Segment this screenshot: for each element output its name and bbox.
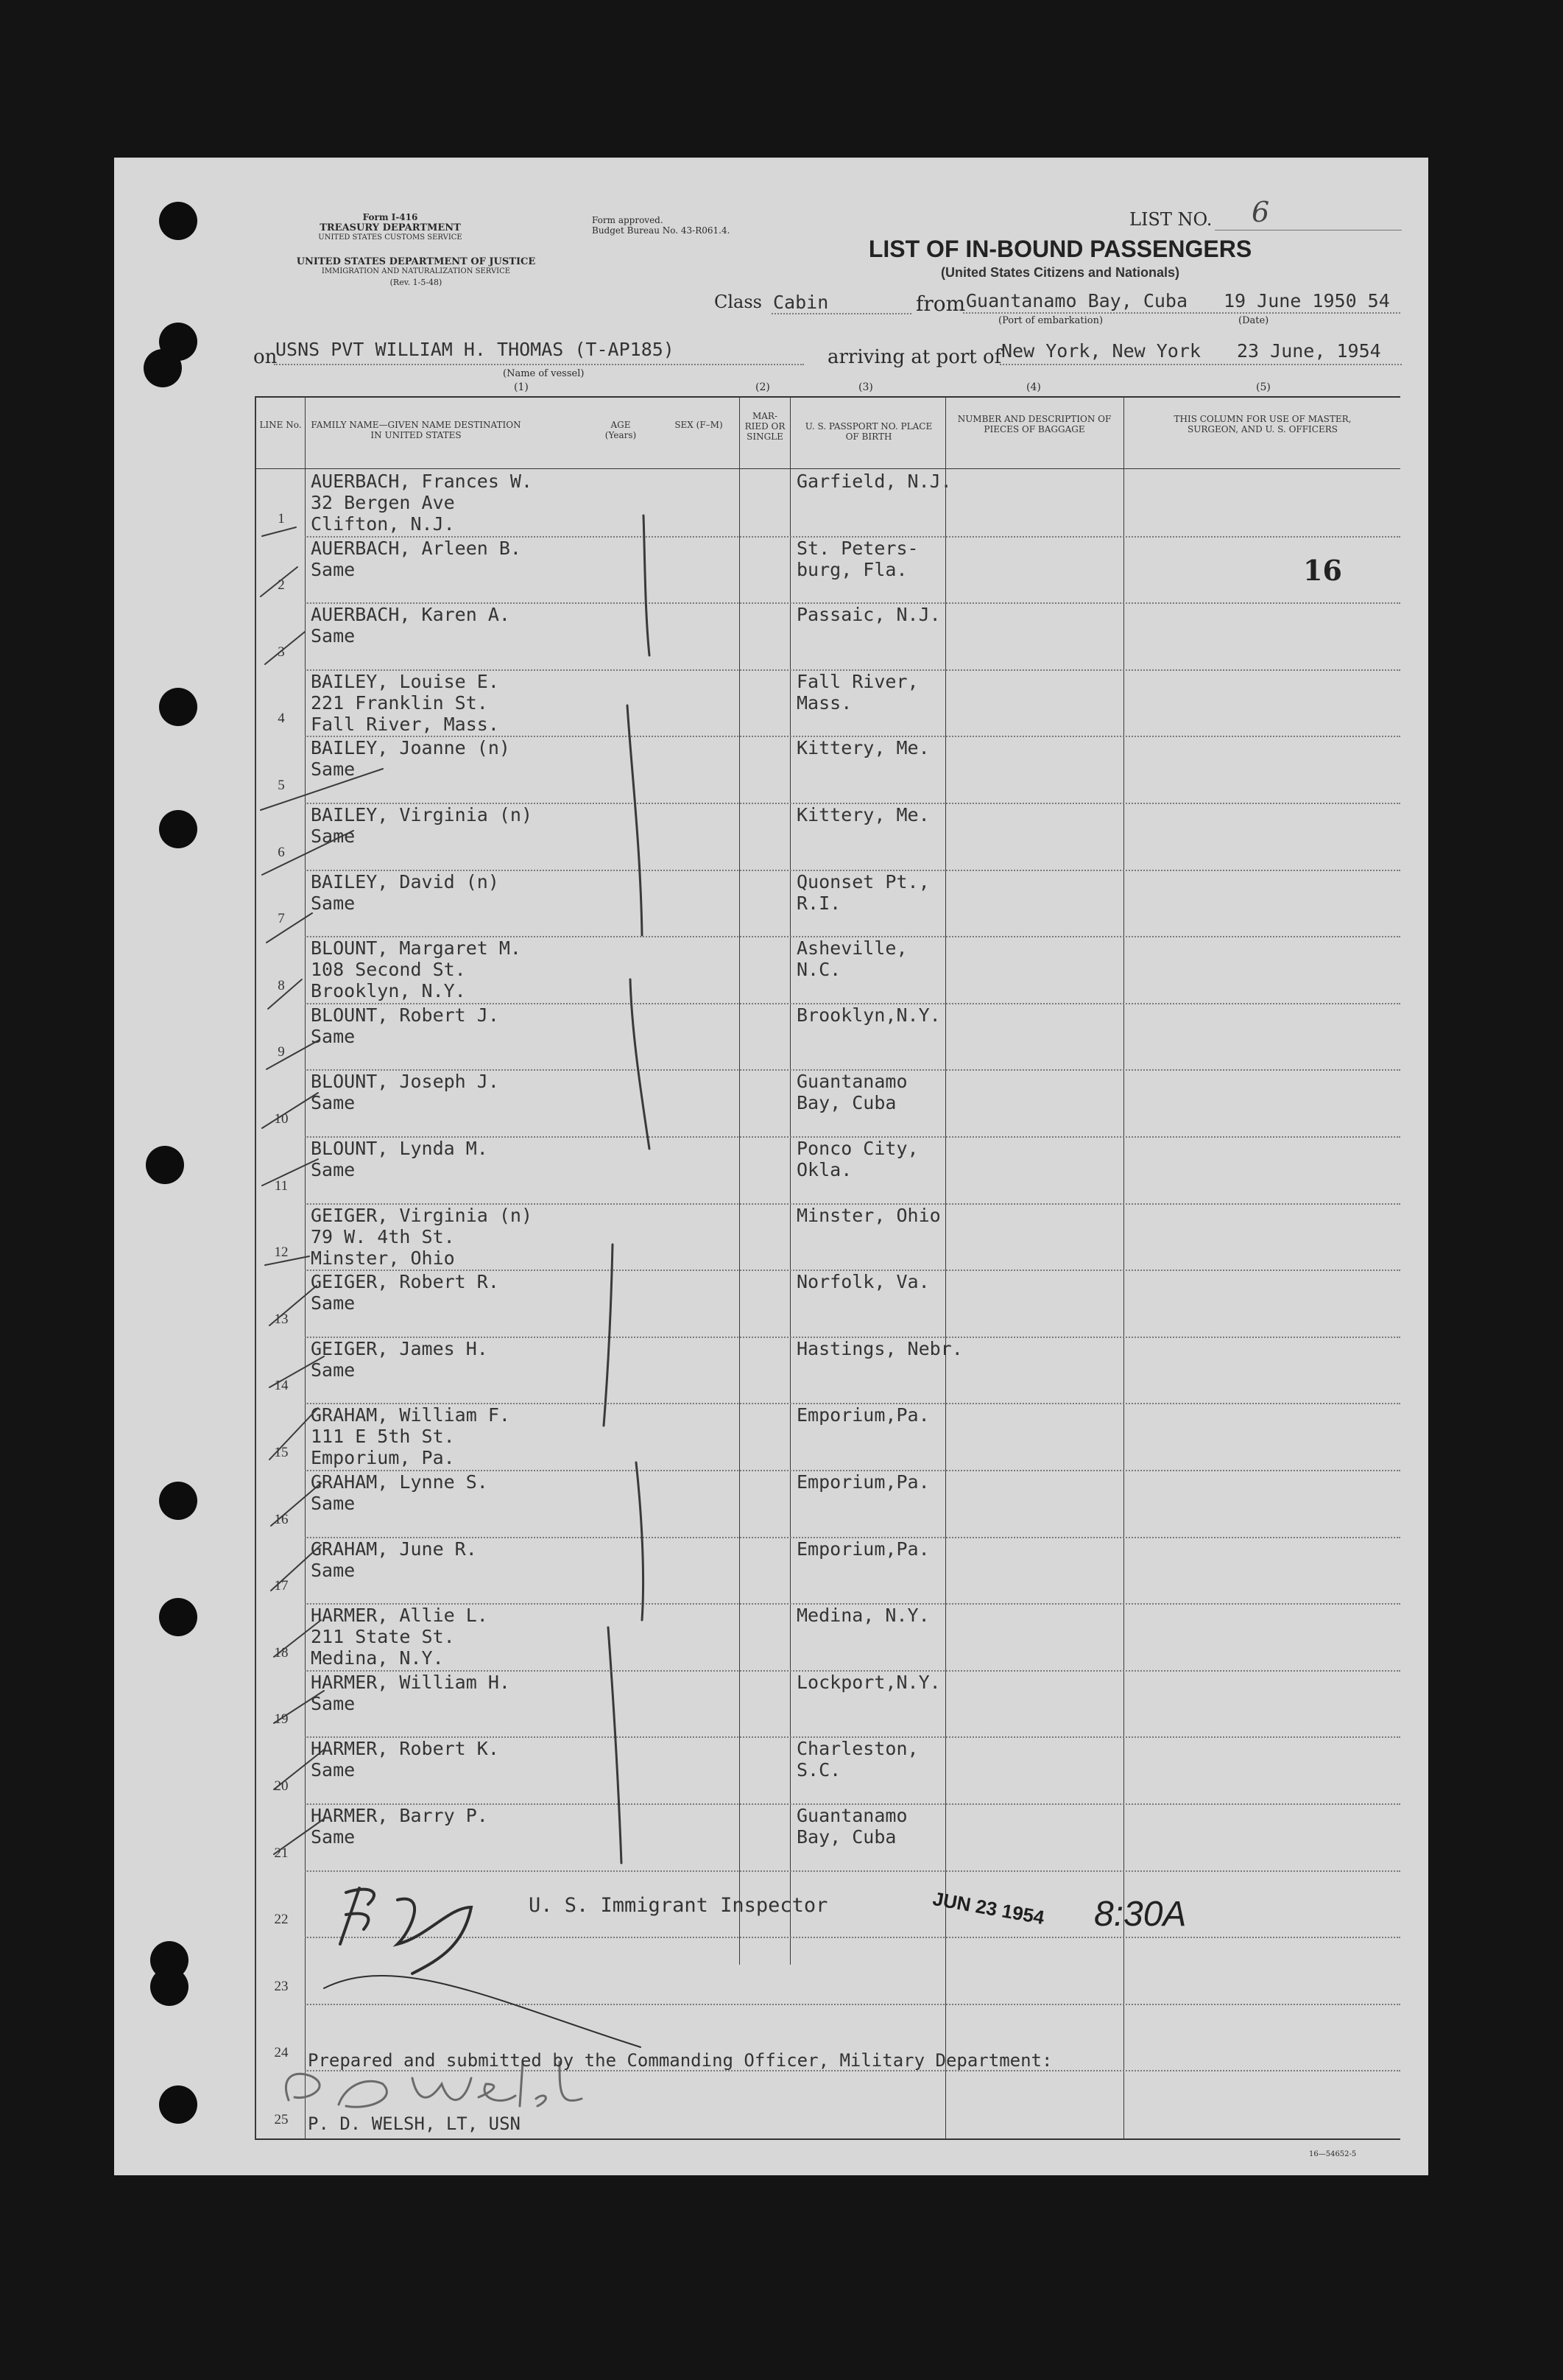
passenger-name: AUERBACH, Arleen B. Same [311,537,521,580]
passenger-name: BLOUNT, Margaret M. 108 Second St. Brooklyn, N.Y. [311,937,521,1002]
line-number: 23 [274,1978,289,1994]
passenger-name: BLOUNT, Joseph J. Same [311,1071,499,1114]
place-of-birth: Garfield, N.J. [797,471,952,492]
passenger-name: GEIGER, Robert R. Same [311,1271,499,1314]
header-passport: U. S. PASSPORT NO. PLACE OF BIRTH [805,421,933,442]
vessel-name: USNS PVT WILLIAM H. THOMAS (T-AP185) [275,339,674,360]
line-number: 17 [274,1578,289,1594]
passenger-name: GEIGER, Virginia (n) 79 W. 4th St. Minster, Ohio [311,1204,533,1269]
form-subtitle: (United States Citizens and Nationals) [940,265,1180,280]
col-num-1: (1) [514,381,529,393]
col-num-4: (4) [1026,381,1041,393]
col-num-2: (2) [755,381,770,393]
line-number: 18 [274,1644,289,1661]
class-label: Class [714,292,762,312]
line-number: 5 [278,778,285,793]
passenger-name: GRAHAM, June R. Same [311,1538,477,1581]
justice-label: UNITED STATES DEPARTMENT OF JUSTICE [296,256,536,267]
passenger-name: BAILEY, Virginia (n) Same [311,804,533,847]
header-name: FAMILY NAME—GIVEN NAME DESTINATION IN UNITED STATES [311,420,521,440]
line-number: 2 [278,577,285,594]
list-no-label: LIST NO. [1129,209,1213,230]
place-of-birth: Emporium,Pa. [797,1404,930,1426]
from-date: 19 June 1950 54 [1224,290,1390,311]
header-sex: SEX (F–M) [674,420,723,430]
place-of-birth: Asheville, N.C. [797,937,908,981]
arriving-port: New York, New York [1001,340,1201,362]
place-of-birth: Lockport,N.Y. [797,1671,941,1693]
header-baggage: NUMBER AND DESCRIPTION OF PIECES OF BAGGAGE [957,414,1112,434]
line-number: 9 [278,1044,285,1060]
line-number: 4 [278,711,285,727]
place-of-birth: Guantanamo Bay, Cuba [797,1071,908,1114]
passenger-name: BAILEY, Joanne (n) Same [311,737,510,781]
line-number: 6 [278,844,285,860]
bracket-mark [604,1244,613,1426]
place-of-birth: St. Peters- burg, Fla. [797,537,919,580]
class-value: Cabin [773,292,829,313]
place-of-birth: Norfolk, Va. [797,1271,930,1293]
line-number: 1 [278,510,285,527]
inspection-date-stamp: JUN 23 1954 [931,1887,1046,1929]
header-married: MAR-RIED OR SINGLE [744,411,786,442]
place-of-birth: Medina, N.Y. [797,1605,930,1627]
place-of-birth: Quonset Pt., R.I. [797,870,930,914]
place-of-birth: Emporium,Pa. [797,1471,930,1493]
line-number: 22 [274,1912,289,1928]
line-number: 15 [274,1445,289,1460]
place-of-birth: Emporium,Pa. [797,1538,930,1560]
passenger-name: HARMER, William H. Same [311,1671,510,1714]
col-num-5: (5) [1256,381,1271,393]
place-of-birth: Charleston, S.C. [797,1738,919,1781]
bracket-mark [643,515,649,655]
line-number: 8 [278,977,285,993]
place-of-birth: Kittery, Me. [797,804,930,825]
officer-name: P. D. WELSH, LT, USN [308,2113,521,2134]
from-label: from [916,292,966,316]
on-label: on [253,346,278,368]
passenger-name: BAILEY, David (n) Same [311,870,499,914]
passenger-name: AUERBACH, Karen A. Same [311,604,510,647]
bracket-mark [630,979,649,1149]
treasury-label: TREASURY DEPARTMENT [320,222,461,233]
from-port: Guantanamo Bay, Cuba [966,290,1188,311]
col-num-3: (3) [858,381,873,393]
revision-label: (Rev. 1-5-48) [389,278,442,287]
approved-label: Form approved. [592,215,663,225]
line-number: 16 [274,1511,289,1527]
line-number: 24 [274,2045,289,2061]
line-number: 20 [274,1778,289,1794]
passenger-name: BAILEY, Louise E. 221 Franklin St. Fall River, Mass. [311,670,499,735]
bracket-mark [608,1627,621,1863]
budget-label: Budget Bureau No. 43-R061.4. [592,225,730,236]
passenger-name: HARMER, Robert K. Same [311,1738,499,1781]
line-number: 12 [274,1244,289,1261]
line-number: 21 [274,1845,289,1861]
place-of-birth: Ponco City, Okla. [797,1138,919,1180]
line-number: 19 [274,1711,289,1728]
list-no-value: 6 [1252,196,1270,228]
place-of-birth: Minster, Ohio [797,1204,941,1226]
place-of-birth: Kittery, Me. [797,737,930,759]
inspector-label: U. S. Immigrant Inspector [529,1894,828,1917]
port-embark-caption: (Port of embarkation) [998,315,1104,326]
line-number: 7 [278,911,285,927]
line-number: 13 [274,1311,289,1327]
passenger-name: GRAHAM, Lynne S. Same [311,1471,488,1514]
place-of-birth: Fall River, Mass. [797,670,919,714]
line-number: 3 [278,644,285,660]
arriving-date: 23 June, 1954 [1237,340,1381,362]
passenger-name: BLOUNT, Robert J. Same [311,1004,499,1047]
inspection-time: 8:30A [1094,1895,1187,1934]
place-of-birth: Brooklyn,N.Y. [797,1004,941,1026]
vessel-caption: (Name of vessel) [503,368,585,379]
header-line-no: LINE No. [259,420,302,430]
place-of-birth: Passaic, N.J. [797,604,941,626]
passenger-name: HARMER, Allie L. 211 State St. Medina, N.Y. [311,1605,488,1669]
customs-label: UNITED STATES CUSTOMS SERVICE [318,233,462,242]
prepared-by-label: Prepared and submitted by the Commanding Officer, Military Department: [308,2050,1053,2071]
date-caption: (Date) [1238,315,1269,326]
form-code: 16—54652-5 [1309,2150,1357,2158]
form-number: Form I-416 [362,212,418,222]
line-number: 25 [274,2112,289,2127]
bracket-mark [636,1462,643,1620]
place-of-birth: Hastings, Nebr. [797,1337,963,1359]
line-number: 14 [274,1378,289,1394]
line-number: 10 [274,1111,289,1127]
line-number: 11 [274,1177,289,1194]
header-officers: THIS COLUMN FOR USE OF MASTER, SURGEON, AND U. S. OFFICERS [1174,414,1352,434]
bracket-mark [627,705,642,935]
passenger-name: GEIGER, James H. Same [311,1337,488,1381]
passenger-name: GRAHAM, William F. 111 E 5th St. Emporium, Pa. [311,1404,510,1469]
passenger-name: HARMER, Barry P. Same [311,1805,488,1848]
passenger-count: 16 [1303,554,1342,587]
passenger-name: BLOUNT, Lynda M. Same [311,1138,488,1180]
arriving-label: arriving at port of [828,346,1002,368]
passenger-name: AUERBACH, Frances W. 32 Bergen Ave Clifton, N.J. [311,471,533,535]
form-title: LIST OF IN-BOUND PASSENGERS [868,236,1252,262]
header-age: AGE (Years) [604,420,637,440]
ins-label: IMMIGRATION AND NATURALIZATION SERVICE [321,267,511,275]
place-of-birth: Guantanamo Bay, Cuba [797,1805,908,1848]
